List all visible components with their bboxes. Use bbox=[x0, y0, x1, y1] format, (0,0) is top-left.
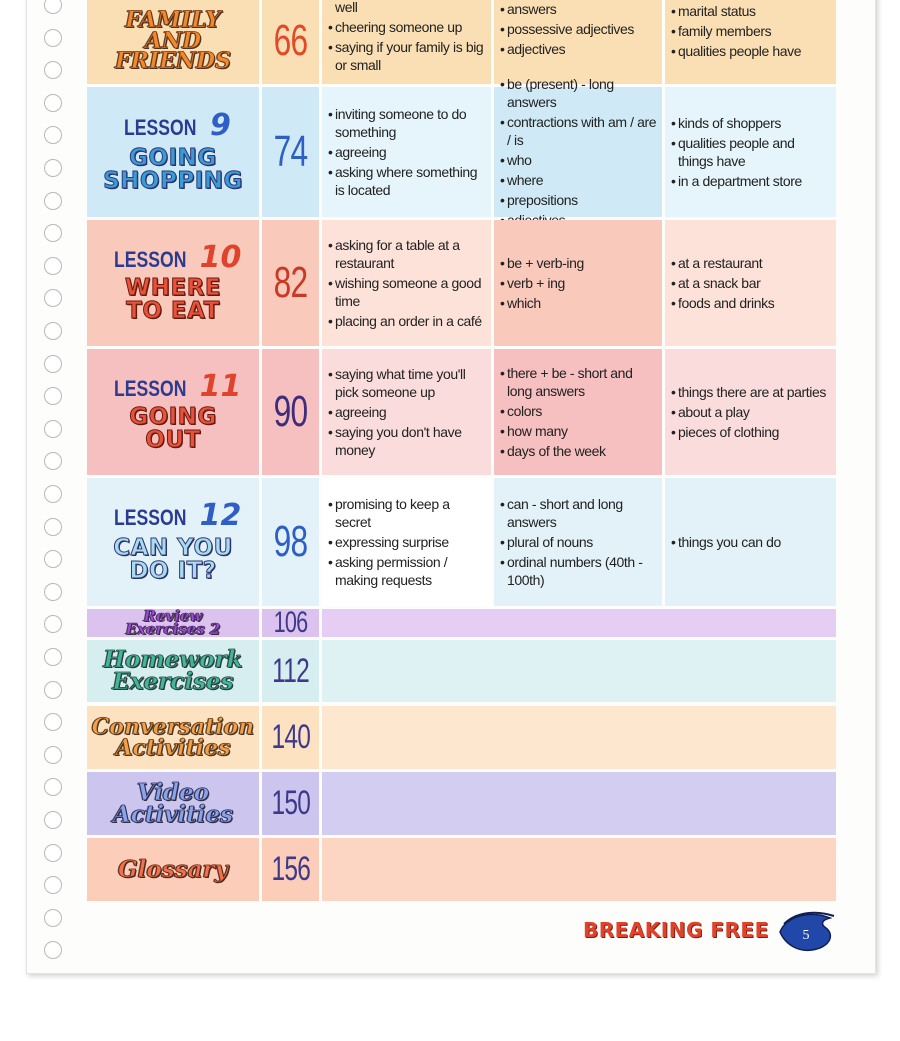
binder-hole bbox=[44, 648, 62, 666]
lesson-title-line: FAMILY bbox=[125, 6, 221, 33]
lesson-title-line: CAN YOU bbox=[113, 535, 233, 562]
vocabulary-cell bbox=[665, 220, 836, 346]
grammar-list bbox=[494, 252, 662, 314]
grammar-list bbox=[494, 0, 662, 60]
lesson-number: 11 bbox=[199, 369, 242, 405]
lesson-label: LESSON bbox=[113, 376, 187, 402]
section-title-cell bbox=[87, 772, 259, 835]
lesson-number: 12 bbox=[199, 498, 242, 534]
vocabulary-list bbox=[665, 252, 836, 314]
grammar-list bbox=[494, 73, 662, 231]
list-item: • prepositions bbox=[500, 191, 658, 209]
lesson-title-cell bbox=[87, 478, 259, 606]
vocabulary-cell bbox=[665, 0, 836, 84]
binder-hole bbox=[44, 322, 62, 340]
list-item: • things you can do bbox=[671, 533, 832, 551]
list-item: • possessive adjectives bbox=[500, 20, 658, 38]
binder-hole bbox=[44, 909, 62, 927]
list-item: • there + be - short and long answers bbox=[500, 364, 658, 400]
list-item: • about a play bbox=[671, 403, 832, 421]
page-number-cell bbox=[262, 706, 319, 769]
binder-hole bbox=[44, 811, 62, 829]
page-number: 156 bbox=[271, 850, 310, 888]
page-number-cell bbox=[262, 640, 319, 702]
page-number: 66 bbox=[273, 16, 308, 65]
list-item: • foods and drinks bbox=[671, 294, 832, 312]
page-number: 74 bbox=[273, 127, 308, 176]
vocabulary-list bbox=[665, 112, 836, 192]
functions-list bbox=[322, 103, 491, 201]
lesson-title-line: DO IT? bbox=[129, 558, 217, 584]
functions-cell bbox=[322, 478, 491, 606]
list-item: • answers bbox=[500, 0, 658, 18]
section-band bbox=[322, 640, 836, 702]
list-item: • well bbox=[328, 0, 487, 16]
vocabulary-list bbox=[665, 381, 836, 443]
list-item: • which bbox=[500, 294, 658, 312]
section-band bbox=[322, 838, 836, 901]
grammar-cell bbox=[494, 76, 662, 217]
list-item: • in a department store bbox=[671, 172, 832, 190]
list-item: • kinds of shoppers bbox=[671, 114, 832, 132]
binder-hole bbox=[44, 485, 62, 503]
page-number: 90 bbox=[273, 387, 308, 436]
list-item: • asking for a table at a restaurant bbox=[328, 236, 487, 272]
page-number-cell bbox=[262, 87, 319, 217]
binder-hole bbox=[44, 192, 62, 210]
grammar-cell bbox=[494, 220, 662, 346]
list-item: • expressing surprise bbox=[328, 533, 487, 551]
page-number: 112 bbox=[272, 651, 309, 690]
page-number: 82 bbox=[273, 258, 308, 307]
lesson-label: LESSON bbox=[113, 505, 187, 531]
list-item: • verb + ing bbox=[500, 274, 658, 292]
list-item: • promising to keep a secret bbox=[328, 495, 487, 531]
binder-hole bbox=[44, 355, 62, 373]
list-item: • asking permission / making requests bbox=[328, 553, 487, 589]
section-title-line: Review bbox=[143, 606, 203, 625]
lesson-title-cell bbox=[87, 349, 259, 475]
vocabulary-list bbox=[665, 531, 836, 553]
lesson-title-line: AND bbox=[144, 27, 202, 54]
page-number-cell bbox=[262, 478, 319, 606]
lesson-title-line: SHOPPING bbox=[103, 168, 243, 194]
section-title-line: Glossary bbox=[117, 855, 228, 883]
vocabulary-cell bbox=[665, 87, 836, 217]
section-title-cell bbox=[87, 838, 259, 901]
binder-hole bbox=[44, 518, 62, 536]
lesson-title-line: OUT bbox=[145, 427, 201, 453]
lesson-label: LESSON bbox=[113, 247, 187, 273]
list-item: • asking where something is located bbox=[328, 163, 487, 199]
list-item: • at a snack bar bbox=[671, 274, 832, 292]
page-number-cell bbox=[262, 349, 319, 475]
list-item: • things there are at parties bbox=[671, 383, 832, 401]
page-number-cell bbox=[262, 0, 319, 84]
page-number-cell bbox=[262, 772, 319, 835]
binder-hole bbox=[44, 583, 62, 601]
vocabulary-list bbox=[665, 0, 836, 62]
section-title-line: Conversation bbox=[91, 713, 255, 740]
lesson-title-line: WHERE bbox=[124, 275, 222, 302]
binder-hole bbox=[44, 746, 62, 764]
functions-cell bbox=[322, 0, 491, 84]
list-item: • plural of nouns bbox=[500, 533, 658, 551]
list-item: • qualities people have bbox=[671, 42, 832, 60]
list-item: • where bbox=[500, 171, 658, 189]
page-number: 140 bbox=[271, 718, 310, 756]
page-number-badge bbox=[776, 908, 838, 954]
binder-hole bbox=[44, 844, 62, 862]
section-title-line: Homework bbox=[103, 646, 243, 674]
section-title-line: Exercises bbox=[112, 668, 234, 695]
section-title-line: Video bbox=[136, 778, 210, 806]
vocabulary-cell bbox=[665, 478, 836, 606]
list-item: • marital status bbox=[671, 2, 832, 20]
grammar-cell bbox=[494, 0, 662, 84]
grammar-cell bbox=[494, 349, 662, 475]
section-title-line: Activities bbox=[112, 800, 234, 828]
list-item: • pieces of clothing bbox=[671, 423, 832, 441]
list-item: • saying if your family is big or small bbox=[328, 38, 487, 74]
functions-list bbox=[322, 0, 491, 76]
list-item: • be + verb-ing bbox=[500, 254, 658, 272]
section-title-line: Activities bbox=[115, 734, 231, 761]
grammar-list bbox=[494, 493, 662, 591]
list-item: • inviting someone to do something bbox=[328, 105, 487, 141]
list-item: • placing an order in a café bbox=[328, 312, 487, 330]
section-title-line: Exercises 2 bbox=[125, 620, 221, 638]
list-item: • agreeing bbox=[328, 403, 487, 421]
list-item: • adjectives bbox=[500, 40, 658, 58]
lesson-title-line: GOING bbox=[129, 145, 217, 172]
binder-hole bbox=[44, 159, 62, 177]
section-band bbox=[322, 609, 836, 637]
lesson-title-line: GOING bbox=[129, 404, 217, 431]
list-item: • contractions with am / are / is bbox=[500, 113, 658, 149]
page-number: 98 bbox=[273, 517, 308, 566]
page-number: 106 bbox=[273, 606, 308, 639]
grammar-cell bbox=[494, 478, 662, 606]
page-number-cell bbox=[262, 606, 319, 639]
section-band bbox=[322, 772, 836, 835]
grammar-list bbox=[494, 362, 662, 462]
list-item: • wishing someone a good time bbox=[328, 274, 487, 310]
list-item: • colors bbox=[500, 402, 658, 420]
lesson-title-cell bbox=[87, 0, 259, 84]
lesson-title-line: TO EAT bbox=[126, 298, 220, 324]
page-number-cell bbox=[262, 838, 319, 901]
lesson-label: LESSON bbox=[124, 115, 197, 141]
binder-hole bbox=[44, 420, 62, 438]
list-item: • days of the week bbox=[500, 442, 658, 460]
list-item: • qualities people and things have bbox=[671, 134, 832, 170]
functions-list bbox=[322, 234, 491, 332]
list-item: • how many bbox=[500, 422, 658, 440]
list-item: • saying you don't have money bbox=[328, 423, 487, 459]
functions-list bbox=[322, 363, 491, 461]
binder-hole bbox=[44, 257, 62, 275]
list-item: • who bbox=[500, 151, 658, 169]
functions-cell bbox=[322, 87, 491, 217]
functions-cell bbox=[322, 220, 491, 346]
functions-list bbox=[322, 493, 491, 591]
binder-hole bbox=[44, 94, 62, 112]
binder-hole bbox=[44, 681, 62, 699]
page-number-label: 5 bbox=[802, 928, 810, 943]
list-item: • at a restaurant bbox=[671, 254, 832, 272]
page-number-cell bbox=[262, 220, 319, 346]
section-title-cell bbox=[87, 706, 259, 769]
lesson-title-line: FRIENDS bbox=[114, 48, 232, 75]
lesson-title-cell bbox=[87, 87, 259, 217]
binder-hole bbox=[44, 29, 62, 47]
vocabulary-cell bbox=[665, 349, 836, 475]
functions-cell bbox=[322, 349, 491, 475]
list-item: • saying what time you'll pick someone up bbox=[328, 365, 487, 401]
lesson-number: 10 bbox=[199, 240, 242, 276]
section-band bbox=[322, 706, 836, 769]
list-item: • family members bbox=[671, 22, 832, 40]
section-title-cell bbox=[87, 606, 259, 638]
book-title: BREAKING FREE bbox=[583, 918, 769, 942]
section-title-cell bbox=[87, 640, 259, 702]
list-item: • can - short and long answers bbox=[500, 495, 658, 531]
lesson-number: 9 bbox=[210, 108, 231, 144]
list-item: • be (present) - long answers bbox=[500, 75, 658, 111]
lesson-title-cell bbox=[87, 220, 259, 346]
page-number: 150 bbox=[271, 784, 310, 822]
list-item: • ordinal numbers (40th - 100th) bbox=[500, 553, 658, 589]
list-item: • agreeing bbox=[328, 143, 487, 161]
list-item: • cheering someone up bbox=[328, 18, 487, 36]
